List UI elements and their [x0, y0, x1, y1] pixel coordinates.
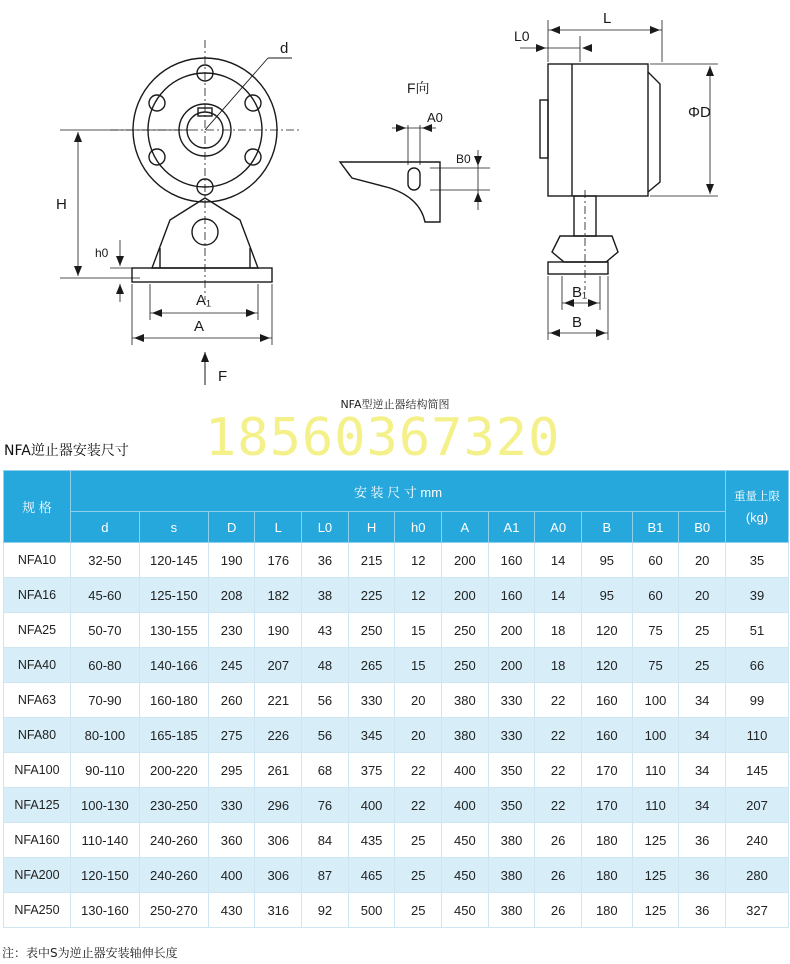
header-weight-line1: 重量上限 — [734, 491, 781, 503]
table-cell: 200 — [488, 613, 535, 648]
table-cell: 240-260 — [139, 823, 208, 858]
label-F-direction: F向 — [407, 80, 430, 96]
column-header: L0 — [302, 512, 349, 543]
table-cell: 226 — [255, 718, 302, 753]
table-cell-spec: NFA80 — [4, 718, 71, 753]
table-cell: 380 — [442, 718, 489, 753]
table-cell: 435 — [348, 823, 395, 858]
table-cell: 260 — [208, 683, 255, 718]
column-header: B0 — [679, 512, 726, 543]
table-cell: 22 — [395, 788, 442, 823]
table-row — [4, 893, 789, 928]
table-cell: 22 — [535, 788, 582, 823]
table-cell: 207 — [726, 788, 789, 823]
table-cell: 240 — [726, 823, 789, 858]
table-cell: 36 — [679, 893, 726, 928]
table-cell: 60-80 — [70, 648, 139, 683]
table-cell: 280 — [726, 858, 789, 893]
column-header: h0 — [395, 512, 442, 543]
table-cell: 380 — [488, 893, 535, 928]
table-cell: 18 — [535, 648, 582, 683]
table-cell: 14 — [535, 578, 582, 613]
table-cell: 160 — [581, 718, 632, 753]
table-cell: 99 — [726, 683, 789, 718]
label-d: d — [280, 40, 289, 57]
table-row — [4, 788, 789, 823]
table-cell: 87 — [302, 858, 349, 893]
table-cell: 350 — [488, 788, 535, 823]
table-cell: 327 — [726, 893, 789, 928]
table-cell: 125 — [632, 858, 679, 893]
table-cell-spec: NFA16 — [4, 578, 71, 613]
table-cell: 330 — [348, 683, 395, 718]
table-cell: 100-130 — [70, 788, 139, 823]
diagram-caption: NFA型逆止器结构简图 — [340, 398, 450, 411]
table-cell: 400 — [208, 858, 255, 893]
label-A: A — [194, 318, 205, 335]
table-cell: 34 — [679, 753, 726, 788]
phone-watermark: 18560367320 — [205, 408, 561, 468]
table-cell: 22 — [535, 718, 582, 753]
label-h0: h0 — [95, 246, 109, 260]
table-cell: 12 — [395, 578, 442, 613]
table-cell-spec: NFA200 — [4, 858, 71, 893]
label-B1: B₁ — [572, 284, 588, 301]
column-header: d — [70, 512, 139, 543]
table-cell-spec: NFA25 — [4, 613, 71, 648]
table-cell: 26 — [535, 823, 582, 858]
table-cell: 20 — [395, 683, 442, 718]
table-cell: 120-145 — [139, 543, 208, 578]
table-cell: 165-185 — [139, 718, 208, 753]
table-cell: 400 — [442, 753, 489, 788]
table-cell: 215 — [348, 543, 395, 578]
table-cell: 125 — [632, 893, 679, 928]
table-cell: 130-155 — [139, 613, 208, 648]
table-cell: 230-250 — [139, 788, 208, 823]
table-cell: 430 — [208, 893, 255, 928]
label-A0: A0 — [427, 110, 443, 125]
table-cell: 56 — [302, 683, 349, 718]
table-cell: 190 — [208, 543, 255, 578]
table-cell: 25 — [679, 613, 726, 648]
table-cell: 56 — [302, 718, 349, 753]
table-cell: 20 — [679, 543, 726, 578]
table-cell: 43 — [302, 613, 349, 648]
table-cell: 306 — [255, 823, 302, 858]
column-header-row — [4, 512, 789, 543]
table-cell: 90-110 — [70, 753, 139, 788]
table-cell: 66 — [726, 648, 789, 683]
table-row — [4, 753, 789, 788]
table-cell: 330 — [488, 718, 535, 753]
table-cell: 250 — [442, 613, 489, 648]
table-row — [4, 718, 789, 753]
table-cell: 22 — [535, 753, 582, 788]
table-cell: 265 — [348, 648, 395, 683]
table-cell: 450 — [442, 858, 489, 893]
table-row — [4, 613, 789, 648]
table-cell: 120 — [581, 613, 632, 648]
table-cell: 75 — [632, 613, 679, 648]
table-title: NFA逆止器安装尺寸 — [4, 443, 129, 459]
table-cell: 350 — [488, 753, 535, 788]
table-cell: 50-70 — [70, 613, 139, 648]
table-cell: 180 — [581, 823, 632, 858]
table-cell: 160 — [581, 683, 632, 718]
table-cell: 180 — [581, 858, 632, 893]
structure-diagram — [0, 0, 790, 420]
table-cell: 200-220 — [139, 753, 208, 788]
label-B: B — [572, 314, 583, 331]
table-cell: 160 — [488, 543, 535, 578]
table-row — [4, 648, 789, 683]
table-cell: 250-270 — [139, 893, 208, 928]
table-row — [4, 858, 789, 893]
table-cell: 316 — [255, 893, 302, 928]
table-cell: 110 — [632, 788, 679, 823]
label-F: F — [218, 368, 228, 385]
table-cell-spec: NFA63 — [4, 683, 71, 718]
table-cell: 34 — [679, 718, 726, 753]
label-B0: B0 — [456, 152, 471, 166]
table-cell-spec: NFA100 — [4, 753, 71, 788]
table-cell: 296 — [255, 788, 302, 823]
header-spec: 规 格 — [4, 471, 71, 543]
table-cell: 92 — [302, 893, 349, 928]
table-cell: 12 — [395, 543, 442, 578]
table-cell: 225 — [348, 578, 395, 613]
table-cell: 145 — [726, 753, 789, 788]
table-cell: 200 — [442, 543, 489, 578]
table-cell: 110 — [726, 718, 789, 753]
table-cell: 120-150 — [70, 858, 139, 893]
column-header: s — [139, 512, 208, 543]
table-cell: 26 — [535, 858, 582, 893]
table-cell: 100 — [632, 683, 679, 718]
label-phiD: ΦD — [688, 104, 711, 121]
table-cell: 25 — [679, 648, 726, 683]
table-cell: 20 — [395, 718, 442, 753]
table-cell: 51 — [726, 613, 789, 648]
column-header: L — [255, 512, 302, 543]
label-L0: L0 — [514, 28, 530, 44]
table-cell: 95 — [581, 543, 632, 578]
table-cell: 380 — [442, 683, 489, 718]
table-note: 注：表中S为逆止器安装轴伸长度 — [2, 946, 178, 960]
table-cell: 32-50 — [70, 543, 139, 578]
table-cell: 95 — [581, 578, 632, 613]
table-cell: 15 — [395, 648, 442, 683]
table-cell: 200 — [488, 648, 535, 683]
column-header: A — [442, 512, 489, 543]
table-cell: 48 — [302, 648, 349, 683]
table-cell: 22 — [395, 753, 442, 788]
table-cell: 26 — [535, 893, 582, 928]
table-cell: 15 — [395, 613, 442, 648]
header-group: 安 装 尺 寸 mm — [70, 471, 725, 512]
table-cell: 76 — [302, 788, 349, 823]
label-H: H — [56, 196, 67, 213]
table-cell: 450 — [442, 823, 489, 858]
dimension-table — [3, 470, 789, 928]
table-cell: 14 — [535, 543, 582, 578]
table-cell: 20 — [679, 578, 726, 613]
table-cell: 380 — [488, 823, 535, 858]
column-header: A1 — [488, 512, 535, 543]
header-weight — [726, 471, 789, 543]
table-cell: 100 — [632, 718, 679, 753]
table-cell: 120 — [581, 648, 632, 683]
column-header: D — [208, 512, 255, 543]
table-cell: 36 — [679, 858, 726, 893]
table-cell: 221 — [255, 683, 302, 718]
table-cell: 245 — [208, 648, 255, 683]
table-cell: 240-260 — [139, 858, 208, 893]
table-cell: 176 — [255, 543, 302, 578]
column-header: B1 — [632, 512, 679, 543]
table-cell: 35 — [726, 543, 789, 578]
table-cell: 190 — [255, 613, 302, 648]
table-cell: 60 — [632, 543, 679, 578]
table-cell: 125-150 — [139, 578, 208, 613]
table-cell: 330 — [488, 683, 535, 718]
table-cell: 34 — [679, 683, 726, 718]
table-cell-spec: NFA10 — [4, 543, 71, 578]
table-cell: 22 — [535, 683, 582, 718]
table-cell: 36 — [679, 823, 726, 858]
table-cell: 207 — [255, 648, 302, 683]
table-cell: 295 — [208, 753, 255, 788]
label-L: L — [603, 10, 612, 27]
column-header: B — [581, 512, 632, 543]
table-cell: 70-90 — [70, 683, 139, 718]
table-cell: 25 — [395, 893, 442, 928]
table-cell: 200 — [442, 578, 489, 613]
table-row — [4, 683, 789, 718]
table-row — [4, 823, 789, 858]
label-A1: A₁ — [196, 292, 212, 309]
table-cell: 180 — [581, 893, 632, 928]
table-cell: 140-166 — [139, 648, 208, 683]
table-cell: 34 — [679, 788, 726, 823]
table-row — [4, 543, 789, 578]
table-cell: 60 — [632, 578, 679, 613]
table-cell: 208 — [208, 578, 255, 613]
table-cell: 261 — [255, 753, 302, 788]
table-cell: 250 — [348, 613, 395, 648]
table-cell: 380 — [488, 858, 535, 893]
column-header: A0 — [535, 512, 582, 543]
table-cell: 330 — [208, 788, 255, 823]
table-cell: 25 — [395, 823, 442, 858]
table-cell: 18 — [535, 613, 582, 648]
table-cell: 130-160 — [70, 893, 139, 928]
table-cell: 25 — [395, 858, 442, 893]
table-cell-spec: NFA160 — [4, 823, 71, 858]
table-cell: 39 — [726, 578, 789, 613]
table-cell-spec: NFA250 — [4, 893, 71, 928]
table-cell: 465 — [348, 858, 395, 893]
table-cell: 38 — [302, 578, 349, 613]
table-cell: 125 — [632, 823, 679, 858]
table-cell: 160-180 — [139, 683, 208, 718]
table-cell: 45-60 — [70, 578, 139, 613]
table-cell: 110-140 — [70, 823, 139, 858]
table-cell: 68 — [302, 753, 349, 788]
table-cell: 345 — [348, 718, 395, 753]
table-cell: 84 — [302, 823, 349, 858]
table-cell: 450 — [442, 893, 489, 928]
header-weight-line2: (kg) — [745, 510, 769, 525]
table-cell: 170 — [581, 753, 632, 788]
table-cell: 75 — [632, 648, 679, 683]
table-cell: 160 — [488, 578, 535, 613]
table-cell: 400 — [442, 788, 489, 823]
table-body — [4, 543, 789, 928]
table-cell: 250 — [442, 648, 489, 683]
table-cell: 80-100 — [70, 718, 139, 753]
table-cell: 306 — [255, 858, 302, 893]
table-cell: 36 — [302, 543, 349, 578]
table-cell: 110 — [632, 753, 679, 788]
table-cell: 230 — [208, 613, 255, 648]
table-cell: 275 — [208, 718, 255, 753]
table-cell: 360 — [208, 823, 255, 858]
table-cell-spec: NFA125 — [4, 788, 71, 823]
table-row — [4, 578, 789, 613]
table-cell-spec: NFA40 — [4, 648, 71, 683]
table-cell: 182 — [255, 578, 302, 613]
table-cell: 400 — [348, 788, 395, 823]
table-cell: 500 — [348, 893, 395, 928]
table-cell: 170 — [581, 788, 632, 823]
column-header: H — [348, 512, 395, 543]
table-cell: 375 — [348, 753, 395, 788]
